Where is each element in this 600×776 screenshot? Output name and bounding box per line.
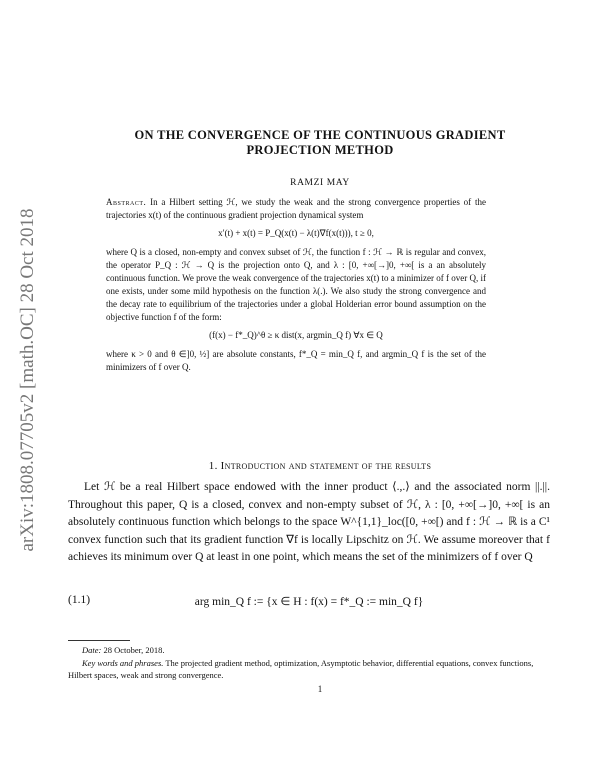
abstract-equation-2: (f(x) − f*_Q)^θ ≥ κ dist(x, argmin_Q f) ∀x ∈ Q <box>209 330 383 340</box>
footnote-rule <box>68 640 130 641</box>
abstract-paragraph-1 <box>106 196 486 222</box>
author: RAMZI MAY <box>290 178 350 188</box>
keywords-label: Key words and phrases. <box>82 657 164 668</box>
equation-1-1 <box>68 594 550 614</box>
date-label: Date: <box>82 645 102 655</box>
keywords-value: The projected gradient method, optimization, Asymptotic behavior, differential equations, convex functions, Hilbert spaces, weak and strong convergence. <box>68 657 534 680</box>
body-text <box>68 479 550 567</box>
section-heading: 1. Introduction and statement of the results <box>208 460 432 472</box>
footnote-keywords <box>68 657 550 682</box>
paper-title <box>80 128 560 158</box>
page-number: 1 <box>317 684 323 694</box>
title-line-1: ON THE CONVERGENCE OF THE CONTINUOUS GRADIENT <box>134 128 506 142</box>
body-paragraph: Let ℋ be a real Hilbert space endowed with the inner product ⟨.,.⟩ and the associated norm ||.||. Throughout this paper, Q is a closed, convex and non-empty subset of ℋ, λ : [0, +∞[→]0, +∞[ is an absolutely continuous function which belongs to the space W^{1,1}_loc([0, +∞[) and f : ℋ → ℝ is a C¹ convex function such that its gradient function ∇f is locally Lipschitz on ℋ. We assume moreover that f achieves its minimum over Q at least in one point, which means the set of the minimizers of f over Q <box>68 481 550 563</box>
date-value: 28 October, 2018. <box>101 645 165 655</box>
footnote-date <box>68 644 550 657</box>
abstract-paragraph-3: where κ > 0 and θ ∈]0, ½] are absolute constants, f*_Q = min_Q f, and argmin_Q f is the set of the minimizers of f over Q. <box>106 349 486 372</box>
abstract-text-1: In a Hilbert setting ℋ, we study the weak and the strong convergence properties of the trajectories x(t) of the continuous gradient projection dynamical system <box>106 197 486 220</box>
abstract-equation-1: x′(t) + x(t) = P_Q(x(t) − λ(t)∇f(x(t))), t ≥ 0, <box>218 228 374 238</box>
arxiv-identifier: arXiv:1808.07705v2 [math.OC] 28 Oct 2018 <box>17 208 38 552</box>
abstract-paragraph-2: where Q is a closed, non-empty and convex subset of ℋ, the function f : ℋ → ℝ is regular and convex, the operator P_Q : ℋ → Q is the projection onto Q, and λ : [0, +∞[→]0, +∞[ is a an absolutely continuous function. We prove the weak convergence of the trajectories x(t) to a minimizer of f over Q, if one exists, under some mild hypothesis on the function λ(.). We also study the strong convergence and the decay rate to equilibrium of the trajectories under a global Holderian error bound assumption on the objective function f of the form: <box>106 247 486 322</box>
arxiv-stamp <box>8 170 48 590</box>
equation-number: (1.1) <box>68 594 91 606</box>
title-line-2: PROJECTION METHOD <box>246 143 394 157</box>
abstract <box>106 196 486 374</box>
footnotes <box>68 644 550 682</box>
abstract-label: Abstract. <box>106 197 147 207</box>
equation-content: arg min_Q f := {x ∈ H : f(x) = f*_Q := min_Q f} <box>194 596 424 608</box>
